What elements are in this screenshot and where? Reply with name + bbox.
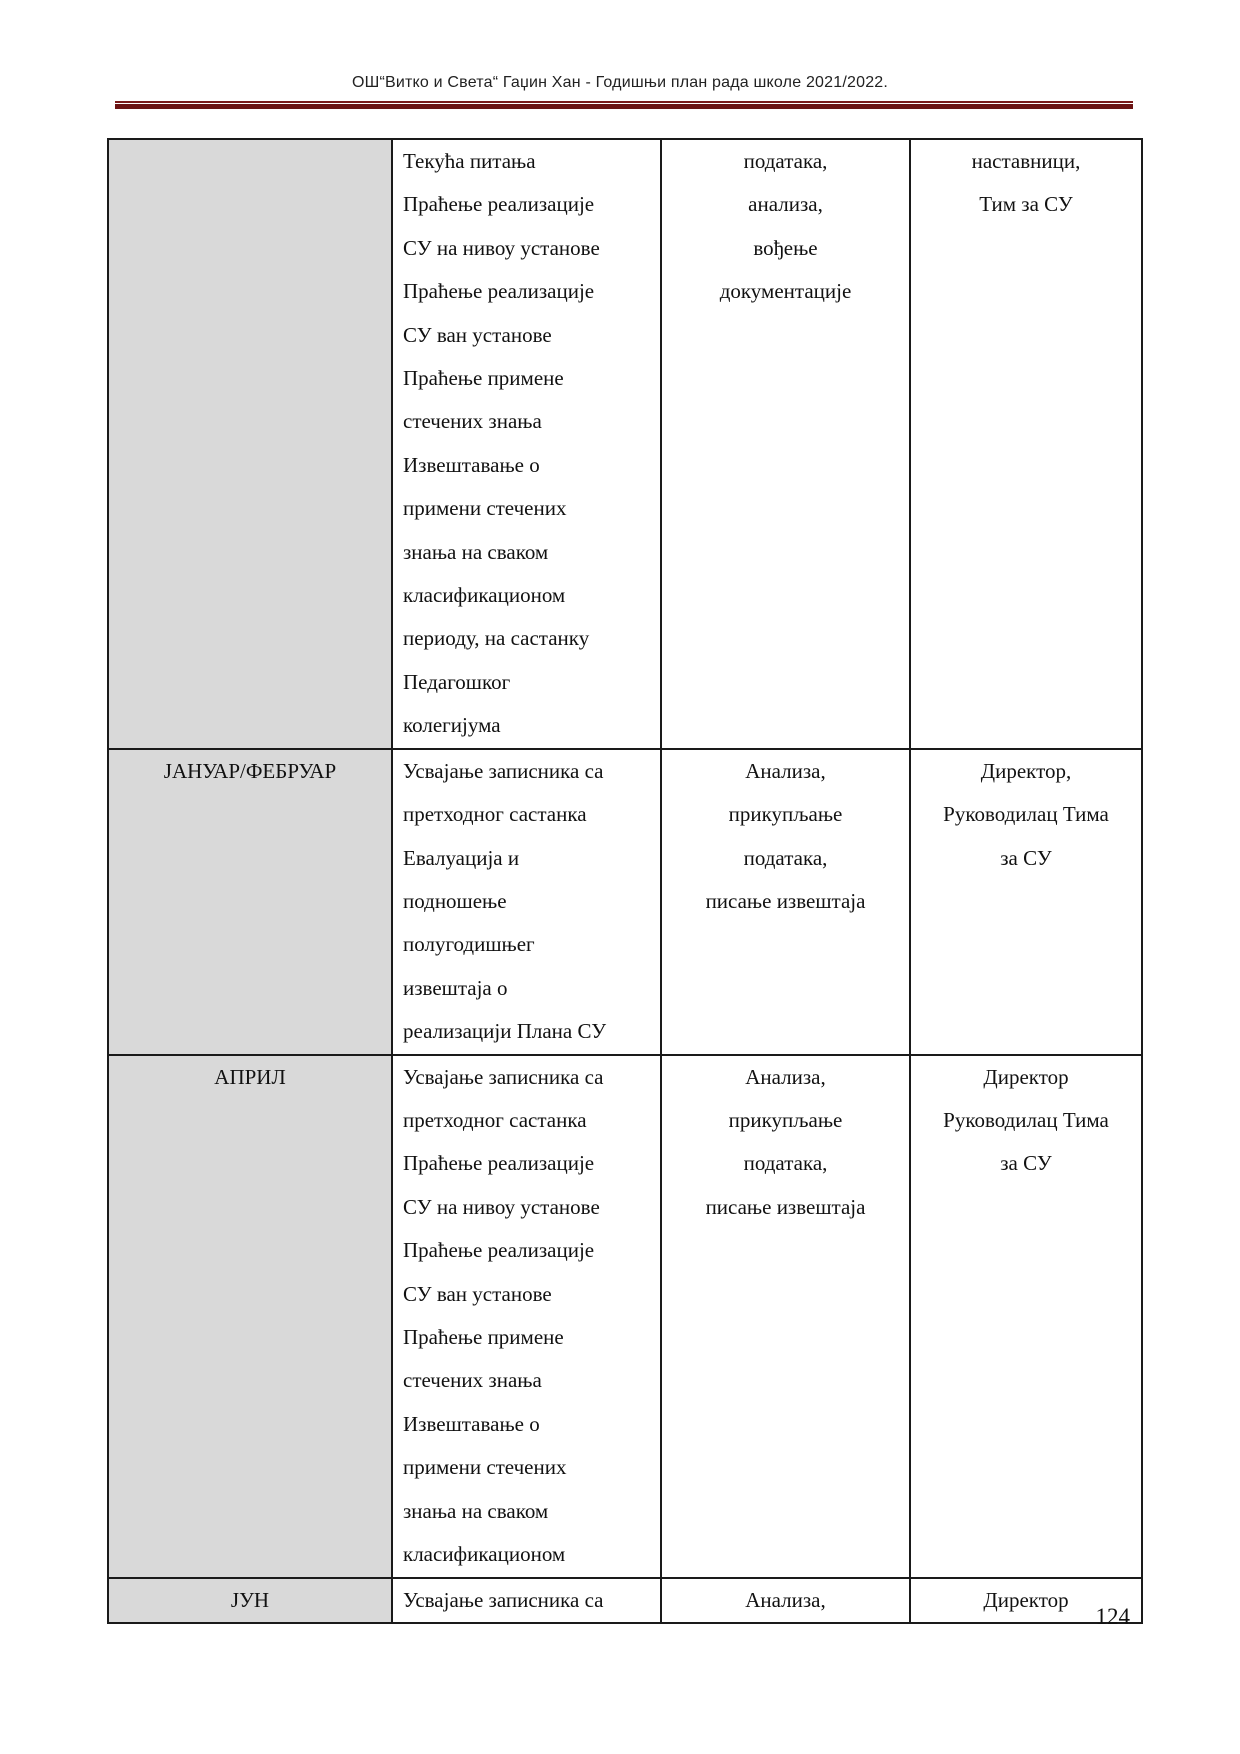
cell-line: претходног састанка: [403, 802, 587, 827]
cell-line: Извештавање о: [403, 452, 540, 477]
cell-line: класификационом: [403, 583, 566, 608]
cell-line: Усвајање записника са: [403, 1587, 604, 1612]
table-row: [108, 139, 1142, 749]
cell-line: Праћење реализације: [403, 1151, 595, 1176]
cell-line: знања на сваком: [403, 1498, 549, 1523]
cell-line: Педагошког: [403, 669, 511, 694]
activity-cell: [392, 749, 661, 1055]
cell-line: прикупљање: [728, 1107, 843, 1132]
cell-line: стечених знања: [403, 1368, 542, 1393]
month-cell: ЈАНУАР/ФЕБРУАР: [108, 749, 392, 1055]
cell-line: Праћење примене: [403, 1324, 564, 1349]
cell-line: анализа,: [748, 192, 823, 217]
plan-table: [107, 138, 1143, 1624]
method-cell: [661, 139, 910, 749]
cell-line: Анализа,: [745, 758, 826, 783]
cell-line: периоду, на састанку: [403, 626, 590, 651]
cell-line: колегијума: [403, 713, 501, 738]
cell-line: СУ на нивоу установе: [403, 1194, 600, 1219]
table-row: [108, 749, 1142, 1055]
cell-line: Анализа,: [745, 1064, 826, 1089]
method-cell: [661, 749, 910, 1055]
page-number: 124: [1095, 1604, 1130, 1629]
cell-line: Праћење реализације: [403, 192, 595, 217]
table-row: [108, 1578, 1142, 1623]
cell-line: вођење: [753, 235, 818, 260]
cell-line: Анализа,: [745, 1587, 826, 1612]
cell-line: знања на сваком: [403, 539, 549, 564]
month-cell: ЈУН: [108, 1578, 392, 1623]
cell-line: Праћење реализације: [403, 1238, 595, 1263]
page-header-title: ОШ“Витко и Света“ Гаџин Хан - Годишњи план рада школе 2021/2022.: [351, 74, 889, 91]
responsible-cell: [910, 1055, 1142, 1578]
cell-line: полугодишњег: [403, 932, 535, 957]
cell-line: Извештавање о: [403, 1411, 540, 1436]
cell-line: писање извештаја: [705, 888, 866, 913]
cell-line: Руководилац Тима: [943, 802, 1109, 827]
cell-line: Евалуација и: [403, 845, 520, 870]
cell-line: података,: [743, 1151, 828, 1176]
cell-line: Директор: [983, 1064, 1069, 1089]
month-cell: АПРИЛ: [108, 1055, 392, 1578]
cell-line: Тим за СУ: [979, 192, 1073, 217]
table-row: [108, 1055, 1142, 1578]
cell-line: прикупљање: [728, 802, 843, 827]
cell-line: класификационом: [403, 1542, 566, 1566]
cell-line: претходног састанка: [403, 1107, 587, 1132]
activity-cell: [392, 1578, 661, 1623]
cell-line: Директор: [983, 1587, 1069, 1612]
responsible-cell: [910, 749, 1142, 1055]
cell-line: реализацији Плана СУ: [403, 1019, 607, 1044]
cell-line: писање извештаја: [705, 1194, 866, 1219]
cell-line: Праћење примене: [403, 366, 564, 391]
cell-line: стечених знања: [403, 409, 542, 434]
cell-line: СУ ван установе: [403, 1281, 552, 1306]
cell-line: података,: [743, 845, 828, 870]
cell-line: извештаја о: [403, 975, 508, 1000]
cell-line: Руководилац Тима: [943, 1107, 1109, 1132]
cell-line: СУ ван установе: [403, 322, 552, 347]
cell-line: података,: [743, 149, 828, 173]
header-rule-thick: [115, 104, 1133, 109]
cell-line: подношење: [403, 888, 507, 913]
cell-line: Усвајање записника са: [403, 758, 604, 783]
cell-line: за СУ: [1000, 1151, 1052, 1176]
activity-cell: [392, 1055, 661, 1578]
cell-line: Усвајање записника са: [403, 1064, 604, 1089]
method-cell: [661, 1055, 910, 1578]
cell-line: за СУ: [1000, 845, 1052, 870]
method-cell: [661, 1578, 910, 1623]
cell-line: Праћење реализације: [403, 279, 595, 304]
activity-cell: [392, 139, 661, 749]
cell-line: Директор,: [980, 758, 1072, 783]
cell-line: Текућа питања: [403, 149, 536, 173]
header-rule-thin: [115, 101, 1133, 103]
cell-line: примени стечених: [403, 496, 567, 521]
responsible-cell: [910, 139, 1142, 749]
month-cell: [108, 139, 392, 749]
cell-line: документације: [719, 279, 852, 304]
cell-line: СУ на нивоу установе: [403, 235, 600, 260]
cell-line: наставници,: [971, 149, 1081, 173]
cell-line: примени стечених: [403, 1455, 567, 1480]
